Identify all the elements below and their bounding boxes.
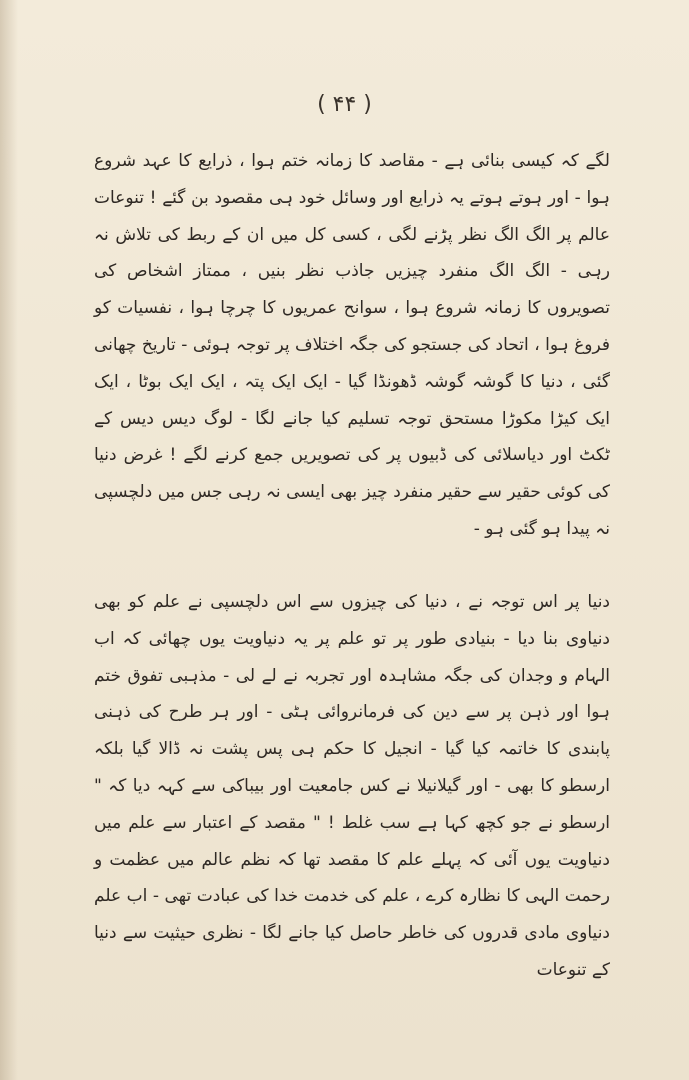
paragraph-2: دنیا پر اس توجہ نے ، دنیا کی چیزوں سے اس دلچسپی نے علم کو بھی دنیاوی بنا دیا - بنیادی طور پر تو علم پر یہ دنیاویت یوں چھائی کہ اب الہام و وجدان کی جگہ مشاہدہ اور تجربہ نے لے لی - مذہبی تفوق ختم ہوا اور ذہن پر سے دین کی فرمانروائی ہٹی - اور ہر طرح کی ذہنی پابندی کا خاتمہ کیا گیا - انجیل کا حکم ہی پس پشت نہ ڈالا گیا بلکہ ارسطو کا بھی - اور گیلانیلا نے کس جامعیت اور بیباکی سے کہہ دیا کہ " ارسطو نے جو کچھ کہا ہے سب غلط ! " مقصد کے اعتبار سے علم میں دنیاویت یوں آئی کہ پہلے علم کا مقصد تھا کہ نظم عالم میں عظمت و رحمت الہی کا نظارہ کرے ، علم کی خدمت خدا کی عبادت تھی - اب علم دنیاوی مادی قدروں کی خاطر حاصل کیا جانے لگا - نظری حیثیت سے دنیا کے تنوعات <box>94 592 610 980</box>
page-number: ( ۴۴ ) <box>317 92 372 117</box>
paragraph-1: لگے کہ کیسی بنائی ہے - مقاصد کا زمانہ ختم ہوا ، ذرایع کا عہد شروع ہوا - اور ہوتے ہوتے یہ ذرایع اور وسائل خود ہی مقصود بن گئے ! تنوعات عالم پر الگ الگ نظر پڑنے لگی ، کسی کل میں ان کے ربط کی تلاش نہ رہی - الگ الگ منفرد چیزیں جاذب نظر بنیں ، ممتاز اشخاص کی تصویروں کا زمانہ شروع ہوا ، سوانح عمریوں کا چرچا ہوا ، نفسیات کو فروغ ہوا ، اتحاد کی جستجو کی جگہ اختلاف پر توجہ ہوئی - تاریخ چھانی گئی ، دنیا کا گوشہ گوشہ ڈھونڈا گیا - ایک ایک پتہ ، ایک ایک بوٹا ، ایک ایک کیڑا مکوڑا مستحق توجہ تسلیم کیا جانے لگا - لوگ دیس دیس کے ٹکٹ اور دیاسلائی کی ڈبیوں پر کی تصویریں جمع کرنے لگے ! غرض دنیا کی کوئی حقیر سے حقیر منفرد چیز بھی ایسی نہ رہی جس میں دلچسپی نہ پیدا ہو گئی ہو - <box>94 151 610 539</box>
page-spine-shadow <box>0 0 18 1080</box>
